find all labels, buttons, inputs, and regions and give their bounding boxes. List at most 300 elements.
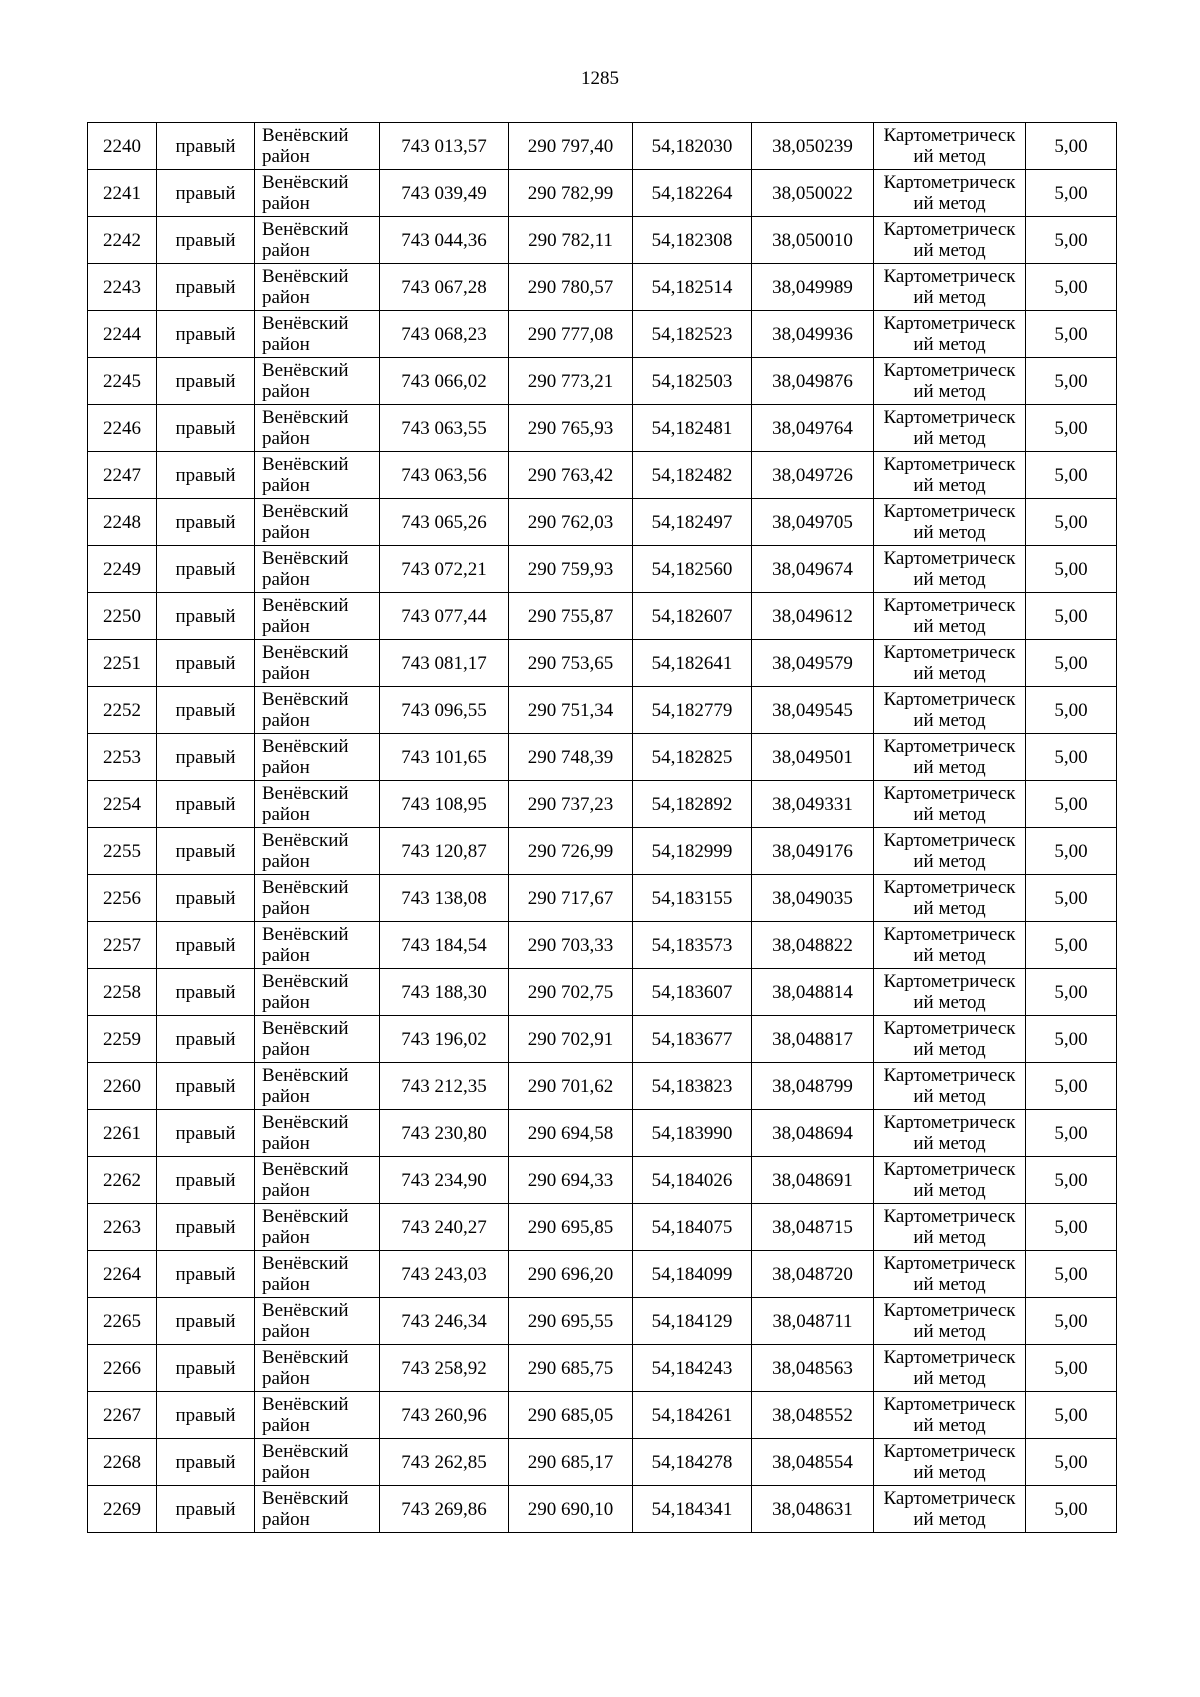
cell-y-coordinate: 290 753,65 xyxy=(509,640,633,687)
cell-method: Картометрическ ий метод xyxy=(874,687,1026,734)
cell-x-coordinate: 743 196,02 xyxy=(380,1016,509,1063)
cell-accuracy: 5,00 xyxy=(1026,1345,1117,1392)
cell-y-coordinate: 290 690,10 xyxy=(509,1486,633,1533)
cell-bank-side: правый xyxy=(157,405,255,452)
cell-x-coordinate: 743 101,65 xyxy=(380,734,509,781)
cell-accuracy: 5,00 xyxy=(1026,1157,1117,1204)
cell-x-coordinate: 743 067,28 xyxy=(380,264,509,311)
cell-accuracy: 5,00 xyxy=(1026,264,1117,311)
cell-bank-side: правый xyxy=(157,1345,255,1392)
cell-method: Картометрическ ий метод xyxy=(874,217,1026,264)
cell-method: Картометрическ ий метод xyxy=(874,1016,1026,1063)
cell-latitude: 54,182892 xyxy=(633,781,752,828)
cell-x-coordinate: 743 184,54 xyxy=(380,922,509,969)
cell-x-coordinate: 743 262,85 xyxy=(380,1439,509,1486)
cell-bank-side: правый xyxy=(157,1063,255,1110)
cell-bank-side: правый xyxy=(157,311,255,358)
cell-x-coordinate: 743 269,86 xyxy=(380,1486,509,1533)
cell-longitude: 38,049989 xyxy=(752,264,874,311)
cell-y-coordinate: 290 762,03 xyxy=(509,499,633,546)
cell-accuracy: 5,00 xyxy=(1026,452,1117,499)
cell-x-coordinate: 743 138,08 xyxy=(380,875,509,922)
cell-x-coordinate: 743 096,55 xyxy=(380,687,509,734)
cell-bank-side: правый xyxy=(157,687,255,734)
cell-latitude: 54,182607 xyxy=(633,593,752,640)
cell-district: Венёвский район xyxy=(255,828,380,875)
cell-accuracy: 5,00 xyxy=(1026,828,1117,875)
cell-bank-side: правый xyxy=(157,1157,255,1204)
cell-x-coordinate: 743 258,92 xyxy=(380,1345,509,1392)
cell-x-coordinate: 743 260,96 xyxy=(380,1392,509,1439)
cell-latitude: 54,183823 xyxy=(633,1063,752,1110)
cell-method: Картометрическ ий метод xyxy=(874,1204,1026,1251)
cell-accuracy: 5,00 xyxy=(1026,734,1117,781)
table-row xyxy=(88,170,1117,217)
cell-bank-side: правый xyxy=(157,546,255,593)
cell-x-coordinate: 743 120,87 xyxy=(380,828,509,875)
cell-bank-side: правый xyxy=(157,1016,255,1063)
cell-accuracy: 5,00 xyxy=(1026,1439,1117,1486)
cell-bank-side: правый xyxy=(157,1251,255,1298)
cell-longitude: 38,048554 xyxy=(752,1439,874,1486)
cell-point-number: 2245 xyxy=(88,358,157,405)
table-row xyxy=(88,828,1117,875)
cell-latitude: 54,182481 xyxy=(633,405,752,452)
cell-point-number: 2259 xyxy=(88,1016,157,1063)
cell-accuracy: 5,00 xyxy=(1026,922,1117,969)
cell-method: Картометрическ ий метод xyxy=(874,922,1026,969)
cell-latitude: 54,182030 xyxy=(633,123,752,170)
cell-latitude: 54,184099 xyxy=(633,1251,752,1298)
cell-point-number: 2241 xyxy=(88,170,157,217)
cell-method: Картометрическ ий метод xyxy=(874,264,1026,311)
cell-accuracy: 5,00 xyxy=(1026,593,1117,640)
cell-district: Венёвский район xyxy=(255,546,380,593)
cell-longitude: 38,049726 xyxy=(752,452,874,499)
cell-district: Венёвский район xyxy=(255,123,380,170)
table-row xyxy=(88,1251,1117,1298)
cell-latitude: 54,183677 xyxy=(633,1016,752,1063)
cell-point-number: 2267 xyxy=(88,1392,157,1439)
cell-accuracy: 5,00 xyxy=(1026,1063,1117,1110)
cell-method: Картометрическ ий метод xyxy=(874,781,1026,828)
table-row xyxy=(88,452,1117,499)
table-row xyxy=(88,922,1117,969)
cell-district: Венёвский район xyxy=(255,1392,380,1439)
cell-x-coordinate: 743 063,56 xyxy=(380,452,509,499)
cell-bank-side: правый xyxy=(157,1439,255,1486)
cell-district: Венёвский район xyxy=(255,1110,380,1157)
cell-x-coordinate: 743 072,21 xyxy=(380,546,509,593)
cell-x-coordinate: 743 039,49 xyxy=(380,170,509,217)
cell-point-number: 2246 xyxy=(88,405,157,452)
cell-point-number: 2240 xyxy=(88,123,157,170)
table-row xyxy=(88,311,1117,358)
cell-y-coordinate: 290 782,11 xyxy=(509,217,633,264)
cell-y-coordinate: 290 759,93 xyxy=(509,546,633,593)
cell-latitude: 54,184278 xyxy=(633,1439,752,1486)
cell-y-coordinate: 290 773,21 xyxy=(509,358,633,405)
cell-method: Картометрическ ий метод xyxy=(874,828,1026,875)
cell-district: Венёвский район xyxy=(255,922,380,969)
cell-bank-side: правый xyxy=(157,1204,255,1251)
cell-longitude: 38,048691 xyxy=(752,1157,874,1204)
cell-method: Картометрическ ий метод xyxy=(874,1298,1026,1345)
cell-district: Венёвский район xyxy=(255,687,380,734)
cell-latitude: 54,182308 xyxy=(633,217,752,264)
cell-point-number: 2269 xyxy=(88,1486,157,1533)
cell-y-coordinate: 290 695,55 xyxy=(509,1298,633,1345)
cell-method: Картометрическ ий метод xyxy=(874,1345,1026,1392)
cell-point-number: 2260 xyxy=(88,1063,157,1110)
coordinates-table xyxy=(87,122,1117,1533)
cell-point-number: 2263 xyxy=(88,1204,157,1251)
cell-point-number: 2247 xyxy=(88,452,157,499)
cell-method: Картометрическ ий метод xyxy=(874,499,1026,546)
cell-district: Венёвский район xyxy=(255,734,380,781)
cell-latitude: 54,182482 xyxy=(633,452,752,499)
cell-point-number: 2265 xyxy=(88,1298,157,1345)
cell-x-coordinate: 743 108,95 xyxy=(380,781,509,828)
cell-y-coordinate: 290 685,75 xyxy=(509,1345,633,1392)
cell-longitude: 38,049501 xyxy=(752,734,874,781)
cell-accuracy: 5,00 xyxy=(1026,1298,1117,1345)
cell-accuracy: 5,00 xyxy=(1026,1486,1117,1533)
cell-y-coordinate: 290 748,39 xyxy=(509,734,633,781)
cell-point-number: 2257 xyxy=(88,922,157,969)
cell-longitude: 38,048799 xyxy=(752,1063,874,1110)
cell-district: Венёвский район xyxy=(255,875,380,922)
cell-longitude: 38,048563 xyxy=(752,1345,874,1392)
cell-district: Венёвский район xyxy=(255,1016,380,1063)
cell-bank-side: правый xyxy=(157,170,255,217)
cell-accuracy: 5,00 xyxy=(1026,311,1117,358)
cell-district: Венёвский район xyxy=(255,264,380,311)
cell-longitude: 38,049035 xyxy=(752,875,874,922)
cell-district: Венёвский район xyxy=(255,1486,380,1533)
table-row xyxy=(88,640,1117,687)
cell-accuracy: 5,00 xyxy=(1026,358,1117,405)
cell-district: Венёвский район xyxy=(255,969,380,1016)
cell-method: Картометрическ ий метод xyxy=(874,546,1026,593)
cell-method: Картометрическ ий метод xyxy=(874,1486,1026,1533)
cell-method: Картометрическ ий метод xyxy=(874,875,1026,922)
cell-latitude: 54,182503 xyxy=(633,358,752,405)
cell-district: Венёвский район xyxy=(255,311,380,358)
table-row xyxy=(88,217,1117,264)
cell-y-coordinate: 290 703,33 xyxy=(509,922,633,969)
cell-longitude: 38,049764 xyxy=(752,405,874,452)
cell-point-number: 2264 xyxy=(88,1251,157,1298)
cell-latitude: 54,182514 xyxy=(633,264,752,311)
table-body xyxy=(88,123,1117,1533)
cell-longitude: 38,049674 xyxy=(752,546,874,593)
cell-longitude: 38,048822 xyxy=(752,922,874,969)
cell-x-coordinate: 743 063,55 xyxy=(380,405,509,452)
cell-district: Венёвский район xyxy=(255,358,380,405)
cell-accuracy: 5,00 xyxy=(1026,546,1117,593)
table-row xyxy=(88,123,1117,170)
cell-method: Картометрическ ий метод xyxy=(874,358,1026,405)
cell-point-number: 2256 xyxy=(88,875,157,922)
cell-y-coordinate: 290 685,05 xyxy=(509,1392,633,1439)
cell-x-coordinate: 743 068,23 xyxy=(380,311,509,358)
page-number: 1285 xyxy=(581,68,619,89)
cell-method: Картометрическ ий метод xyxy=(874,593,1026,640)
cell-y-coordinate: 290 737,23 xyxy=(509,781,633,828)
cell-longitude: 38,048552 xyxy=(752,1392,874,1439)
cell-latitude: 54,184261 xyxy=(633,1392,752,1439)
cell-point-number: 2250 xyxy=(88,593,157,640)
cell-point-number: 2244 xyxy=(88,311,157,358)
cell-bank-side: правый xyxy=(157,969,255,1016)
cell-bank-side: правый xyxy=(157,499,255,546)
cell-latitude: 54,184243 xyxy=(633,1345,752,1392)
table-row xyxy=(88,1486,1117,1533)
cell-bank-side: правый xyxy=(157,1298,255,1345)
cell-district: Венёвский район xyxy=(255,405,380,452)
cell-accuracy: 5,00 xyxy=(1026,640,1117,687)
cell-district: Венёвский район xyxy=(255,1345,380,1392)
table-row xyxy=(88,1345,1117,1392)
cell-longitude: 38,049936 xyxy=(752,311,874,358)
cell-district: Венёвский район xyxy=(255,1439,380,1486)
table-row xyxy=(88,358,1117,405)
cell-method: Картометрическ ий метод xyxy=(874,1439,1026,1486)
cell-latitude: 54,182560 xyxy=(633,546,752,593)
cell-district: Венёвский район xyxy=(255,1251,380,1298)
cell-bank-side: правый xyxy=(157,217,255,264)
cell-longitude: 38,050239 xyxy=(752,123,874,170)
cell-point-number: 2248 xyxy=(88,499,157,546)
cell-point-number: 2252 xyxy=(88,687,157,734)
cell-bank-side: правый xyxy=(157,1392,255,1439)
cell-point-number: 2243 xyxy=(88,264,157,311)
cell-longitude: 38,048715 xyxy=(752,1204,874,1251)
cell-latitude: 54,183155 xyxy=(633,875,752,922)
cell-accuracy: 5,00 xyxy=(1026,875,1117,922)
cell-y-coordinate: 290 685,17 xyxy=(509,1439,633,1486)
cell-latitude: 54,183607 xyxy=(633,969,752,1016)
table-row xyxy=(88,1298,1117,1345)
cell-point-number: 2251 xyxy=(88,640,157,687)
cell-district: Венёвский район xyxy=(255,217,380,264)
cell-bank-side: правый xyxy=(157,264,255,311)
cell-x-coordinate: 743 066,02 xyxy=(380,358,509,405)
cell-bank-side: правый xyxy=(157,781,255,828)
cell-method: Картометрическ ий метод xyxy=(874,311,1026,358)
cell-bank-side: правый xyxy=(157,452,255,499)
cell-longitude: 38,048694 xyxy=(752,1110,874,1157)
cell-method: Картометрическ ий метод xyxy=(874,170,1026,217)
cell-bank-side: правый xyxy=(157,123,255,170)
cell-bank-side: правый xyxy=(157,640,255,687)
cell-accuracy: 5,00 xyxy=(1026,217,1117,264)
cell-point-number: 2266 xyxy=(88,1345,157,1392)
table-row xyxy=(88,1392,1117,1439)
cell-method: Картометрическ ий метод xyxy=(874,405,1026,452)
cell-longitude: 38,049612 xyxy=(752,593,874,640)
cell-accuracy: 5,00 xyxy=(1026,405,1117,452)
table-row xyxy=(88,1063,1117,1110)
cell-longitude: 38,048814 xyxy=(752,969,874,1016)
table-row xyxy=(88,499,1117,546)
cell-y-coordinate: 290 780,57 xyxy=(509,264,633,311)
cell-latitude: 54,182999 xyxy=(633,828,752,875)
cell-bank-side: правый xyxy=(157,1110,255,1157)
cell-latitude: 54,184129 xyxy=(633,1298,752,1345)
cell-bank-side: правый xyxy=(157,875,255,922)
cell-x-coordinate: 743 188,30 xyxy=(380,969,509,1016)
table-row xyxy=(88,1439,1117,1486)
cell-accuracy: 5,00 xyxy=(1026,1110,1117,1157)
cell-point-number: 2268 xyxy=(88,1439,157,1486)
cell-y-coordinate: 290 726,99 xyxy=(509,828,633,875)
cell-longitude: 38,049705 xyxy=(752,499,874,546)
cell-district: Венёвский район xyxy=(255,1204,380,1251)
cell-accuracy: 5,00 xyxy=(1026,687,1117,734)
cell-longitude: 38,050022 xyxy=(752,170,874,217)
cell-latitude: 54,183573 xyxy=(633,922,752,969)
table-row xyxy=(88,593,1117,640)
cell-point-number: 2258 xyxy=(88,969,157,1016)
cell-accuracy: 5,00 xyxy=(1026,123,1117,170)
cell-latitude: 54,182523 xyxy=(633,311,752,358)
cell-method: Картометрическ ий метод xyxy=(874,452,1026,499)
cell-district: Венёвский район xyxy=(255,593,380,640)
cell-method: Картометрическ ий метод xyxy=(874,734,1026,781)
cell-longitude: 38,048720 xyxy=(752,1251,874,1298)
cell-district: Венёвский район xyxy=(255,640,380,687)
cell-latitude: 54,182497 xyxy=(633,499,752,546)
cell-y-coordinate: 290 777,08 xyxy=(509,311,633,358)
cell-point-number: 2261 xyxy=(88,1110,157,1157)
cell-latitude: 54,184026 xyxy=(633,1157,752,1204)
table-row xyxy=(88,1157,1117,1204)
cell-y-coordinate: 290 702,75 xyxy=(509,969,633,1016)
cell-district: Венёвский район xyxy=(255,1157,380,1204)
cell-method: Картометрическ ий метод xyxy=(874,1392,1026,1439)
table-row xyxy=(88,687,1117,734)
cell-latitude: 54,182264 xyxy=(633,170,752,217)
cell-x-coordinate: 743 230,80 xyxy=(380,1110,509,1157)
cell-point-number: 2255 xyxy=(88,828,157,875)
cell-y-coordinate: 290 755,87 xyxy=(509,593,633,640)
cell-longitude: 38,048711 xyxy=(752,1298,874,1345)
cell-x-coordinate: 743 081,17 xyxy=(380,640,509,687)
cell-latitude: 54,182825 xyxy=(633,734,752,781)
cell-x-coordinate: 743 013,57 xyxy=(380,123,509,170)
cell-y-coordinate: 290 701,62 xyxy=(509,1063,633,1110)
table-row xyxy=(88,734,1117,781)
cell-longitude: 38,049876 xyxy=(752,358,874,405)
cell-latitude: 54,184075 xyxy=(633,1204,752,1251)
table-row xyxy=(88,875,1117,922)
cell-x-coordinate: 743 212,35 xyxy=(380,1063,509,1110)
cell-point-number: 2242 xyxy=(88,217,157,264)
cell-longitude: 38,048631 xyxy=(752,1486,874,1533)
table-row xyxy=(88,969,1117,1016)
cell-y-coordinate: 290 694,58 xyxy=(509,1110,633,1157)
cell-bank-side: правый xyxy=(157,358,255,405)
cell-method: Картометрическ ий метод xyxy=(874,1157,1026,1204)
cell-point-number: 2262 xyxy=(88,1157,157,1204)
cell-method: Картометрическ ий метод xyxy=(874,1063,1026,1110)
cell-y-coordinate: 290 694,33 xyxy=(509,1157,633,1204)
cell-x-coordinate: 743 065,26 xyxy=(380,499,509,546)
cell-longitude: 38,050010 xyxy=(752,217,874,264)
cell-latitude: 54,184341 xyxy=(633,1486,752,1533)
cell-district: Венёвский район xyxy=(255,1063,380,1110)
cell-y-coordinate: 290 702,91 xyxy=(509,1016,633,1063)
cell-y-coordinate: 290 696,20 xyxy=(509,1251,633,1298)
table-row xyxy=(88,1016,1117,1063)
table-row xyxy=(88,1110,1117,1157)
cell-district: Венёвский район xyxy=(255,499,380,546)
cell-latitude: 54,182779 xyxy=(633,687,752,734)
cell-accuracy: 5,00 xyxy=(1026,170,1117,217)
cell-longitude: 38,049545 xyxy=(752,687,874,734)
cell-longitude: 38,049176 xyxy=(752,828,874,875)
cell-latitude: 54,183990 xyxy=(633,1110,752,1157)
cell-method: Картометрическ ий метод xyxy=(874,1110,1026,1157)
cell-bank-side: правый xyxy=(157,734,255,781)
table-row xyxy=(88,546,1117,593)
cell-x-coordinate: 743 246,34 xyxy=(380,1298,509,1345)
table-row xyxy=(88,264,1117,311)
table-row xyxy=(88,405,1117,452)
cell-district: Венёвский район xyxy=(255,781,380,828)
cell-bank-side: правый xyxy=(157,593,255,640)
cell-bank-side: правый xyxy=(157,1486,255,1533)
cell-y-coordinate: 290 695,85 xyxy=(509,1204,633,1251)
table-row xyxy=(88,1204,1117,1251)
cell-y-coordinate: 290 782,99 xyxy=(509,170,633,217)
cell-y-coordinate: 290 717,67 xyxy=(509,875,633,922)
cell-longitude: 38,049331 xyxy=(752,781,874,828)
cell-method: Картометрическ ий метод xyxy=(874,640,1026,687)
cell-accuracy: 5,00 xyxy=(1026,1204,1117,1251)
cell-method: Картометрическ ий метод xyxy=(874,123,1026,170)
cell-accuracy: 5,00 xyxy=(1026,1392,1117,1439)
cell-accuracy: 5,00 xyxy=(1026,969,1117,1016)
cell-accuracy: 5,00 xyxy=(1026,1251,1117,1298)
cell-point-number: 2253 xyxy=(88,734,157,781)
cell-latitude: 54,182641 xyxy=(633,640,752,687)
cell-accuracy: 5,00 xyxy=(1026,781,1117,828)
cell-x-coordinate: 743 243,03 xyxy=(380,1251,509,1298)
cell-method: Картометрическ ий метод xyxy=(874,969,1026,1016)
cell-longitude: 38,049579 xyxy=(752,640,874,687)
cell-method: Картометрическ ий метод xyxy=(874,1251,1026,1298)
cell-district: Венёвский район xyxy=(255,1298,380,1345)
cell-x-coordinate: 743 044,36 xyxy=(380,217,509,264)
table-row xyxy=(88,781,1117,828)
cell-y-coordinate: 290 751,34 xyxy=(509,687,633,734)
cell-point-number: 2254 xyxy=(88,781,157,828)
cell-x-coordinate: 743 077,44 xyxy=(380,593,509,640)
cell-y-coordinate: 290 763,42 xyxy=(509,452,633,499)
cell-district: Венёвский район xyxy=(255,452,380,499)
cell-x-coordinate: 743 240,27 xyxy=(380,1204,509,1251)
cell-y-coordinate: 290 765,93 xyxy=(509,405,633,452)
cell-bank-side: правый xyxy=(157,922,255,969)
cell-bank-side: правый xyxy=(157,828,255,875)
cell-point-number: 2249 xyxy=(88,546,157,593)
cell-longitude: 38,048817 xyxy=(752,1016,874,1063)
cell-accuracy: 5,00 xyxy=(1026,499,1117,546)
cell-district: Венёвский район xyxy=(255,170,380,217)
